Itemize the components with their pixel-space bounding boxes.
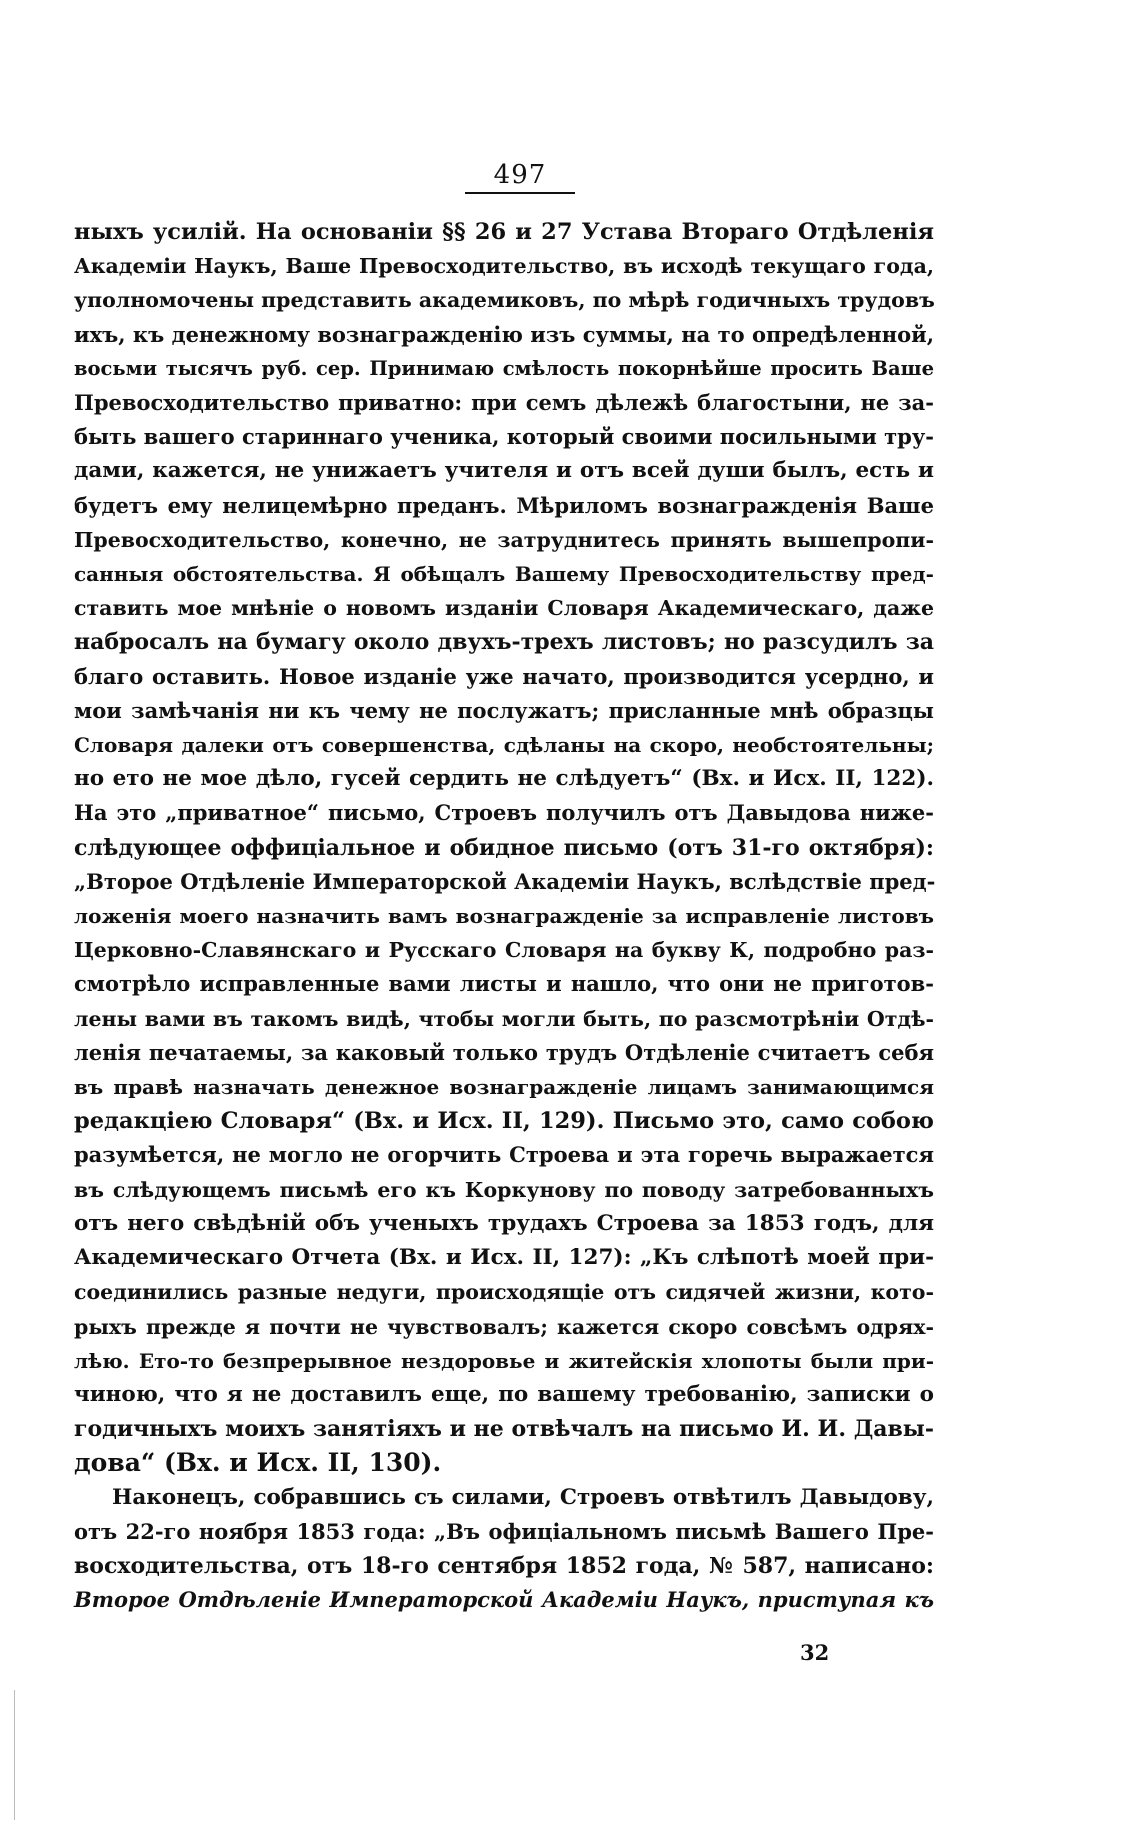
text-line: ихъ, къ денежному вознагражденію изъ суммы, на то опредѣленной, <box>74 321 934 347</box>
text-line: уполномочены представить академиковъ, по мѣрѣ годичныхъ трудовъ <box>74 288 935 313</box>
text-line: набросалъ на бумагу около двухъ-трехъ листовъ; но разсудилъ за <box>74 629 934 656</box>
page-number: 497 <box>493 160 547 190</box>
text-line: быть вашего стариннаго ученика, который своими посильными тру- <box>74 424 934 450</box>
text-line: Превосходительство приватно: при семъ дѣлежѣ благостыни, не за- <box>74 390 934 416</box>
text-line: лѣю. Ето-то безпрерывное нездоровье и житейскія хлопоты были при- <box>74 1348 934 1373</box>
text-line: Академіи Наукъ, Ваше Превосходительство, въ исходѣ текущаго года, <box>74 254 934 279</box>
text-line: ныхъ усилій. На основаніи §§ 26 и 27 Устава Втораго Отдѣленія <box>74 219 934 245</box>
text-line: восьми тысячъ руб. сер. Принимаю смѣлость покорнѣйше просить Ваше <box>74 356 934 380</box>
text-line: будетъ ему нелицемѣрно преданъ. Мѣриломъ вознагражденія Ваше <box>74 492 934 518</box>
text-line: Превосходительство, конечно, не затруднитесь принять вышепропи- <box>74 527 934 552</box>
text-line: соединились разные недуги, происходящіе отъ сидячей жизни, кото- <box>74 1280 934 1305</box>
text-line: лены вами въ такомъ видѣ, чтобы могли быть, по разсмотрѣніи Отдѣ- <box>74 1006 934 1031</box>
text-line: въ слѣдующемъ письмѣ его къ Коркунову по поводу затребованныхъ <box>74 1177 934 1202</box>
text-line: дами, кажется, не унижаетъ учителя и отъ всей души былъ, есть и <box>74 458 934 484</box>
text-line: редакціею Словаря“ (Вх. и Исх. II, 129). Письмо это, само собою <box>74 1108 934 1135</box>
text-line: но ето не мое дѣло, гусей сердить не слѣдуетъ“ (Вх. и Исх. II, 122). <box>74 766 934 792</box>
body-text <box>74 215 934 1617</box>
text-line: восходительства, отъ 18-го сентября 1852 года, № 587, написано: <box>74 1552 934 1579</box>
text-line: ложенія моего назначить вамъ вознагражденіе за исправленіе листовъ <box>74 904 934 929</box>
text-line: Академическаго Отчета (Вх. и Исх. II, 127): „Къ слѣпотѣ моей при- <box>74 1245 934 1271</box>
text-line: „Второе Отдѣленіе Императорской Академіи Наукъ, вслѣдствіе пред- <box>74 868 936 894</box>
text-line: ленія печатаемы, за каковый только трудъ Отдѣленіе считаетъ себя <box>74 1039 934 1065</box>
text-line: отъ него свѣдѣній объ ученыхъ трудахъ Строева за 1853 годъ, для <box>74 1210 934 1236</box>
text-line: годичныхъ моихъ занятіяхъ и не отвѣчалъ на письмо И. И. Давы- <box>74 1416 934 1443</box>
text-line: разумѣется, не могло не огорчить Строева и эта горечь выражается <box>74 1142 934 1168</box>
text-line: Наконецъ, собравшись съ силами, Строевъ отвѣтилъ Давыдову, <box>112 1484 934 1510</box>
text-line: Словаря далеки отъ совершенства, сдѣланы на скоро, необстоятельны; <box>74 733 934 758</box>
text-line: въ правѣ назначать денежное вознагражденіе лицамъ занимающимся <box>74 1075 934 1100</box>
text-line: санныя обстоятельства. Я обѣщалъ Вашему Превосходительству пред- <box>74 562 934 587</box>
text-line: рыхъ прежде я почти не чувствовалъ; кажется скоро совсѣмъ одрях- <box>74 1314 934 1339</box>
text-line: слѣдующее оффиціальное и обидное письмо (отъ 31-го октября): <box>74 834 934 861</box>
text-line: ставить мое мнѣніе о новомъ изданіи Словаря Академическаго, даже <box>74 596 934 621</box>
text-line: отъ 22-го ноября 1853 года: „Въ офиціальномъ письмѣ Вашего Пре- <box>74 1518 934 1544</box>
printer-signature-mark: 32 <box>800 1640 830 1665</box>
text-line: Церковно-Славянскаго и Русскаго Словаря на букву К, подробно раз- <box>74 938 934 963</box>
text-line: Второе Отдѣленіе Императорской Академіи Наукъ, приступая къ <box>74 1587 934 1613</box>
scan-margin-line <box>14 1690 15 1820</box>
text-line: благо оставить. Новое изданіе уже начато, производится усердно, и <box>74 663 934 689</box>
text-line: дова“ (Вх. и Исх. II, 130). <box>74 1448 442 1478</box>
page-number-rule <box>465 192 575 194</box>
text-line: На это „приватное“ письмо, Строевъ получилъ отъ Давыдова ниже- <box>74 800 934 826</box>
text-line: смотрѣло исправленные вами листы и нашло, что они не приготов- <box>74 971 934 997</box>
text-line: мои замѣчанія ни къ чему не послужатъ; присланные мнѣ образцы <box>74 697 934 723</box>
text-line: чиною, что я не доставилъ еще, по вашему требованію, записки о <box>74 1381 934 1407</box>
